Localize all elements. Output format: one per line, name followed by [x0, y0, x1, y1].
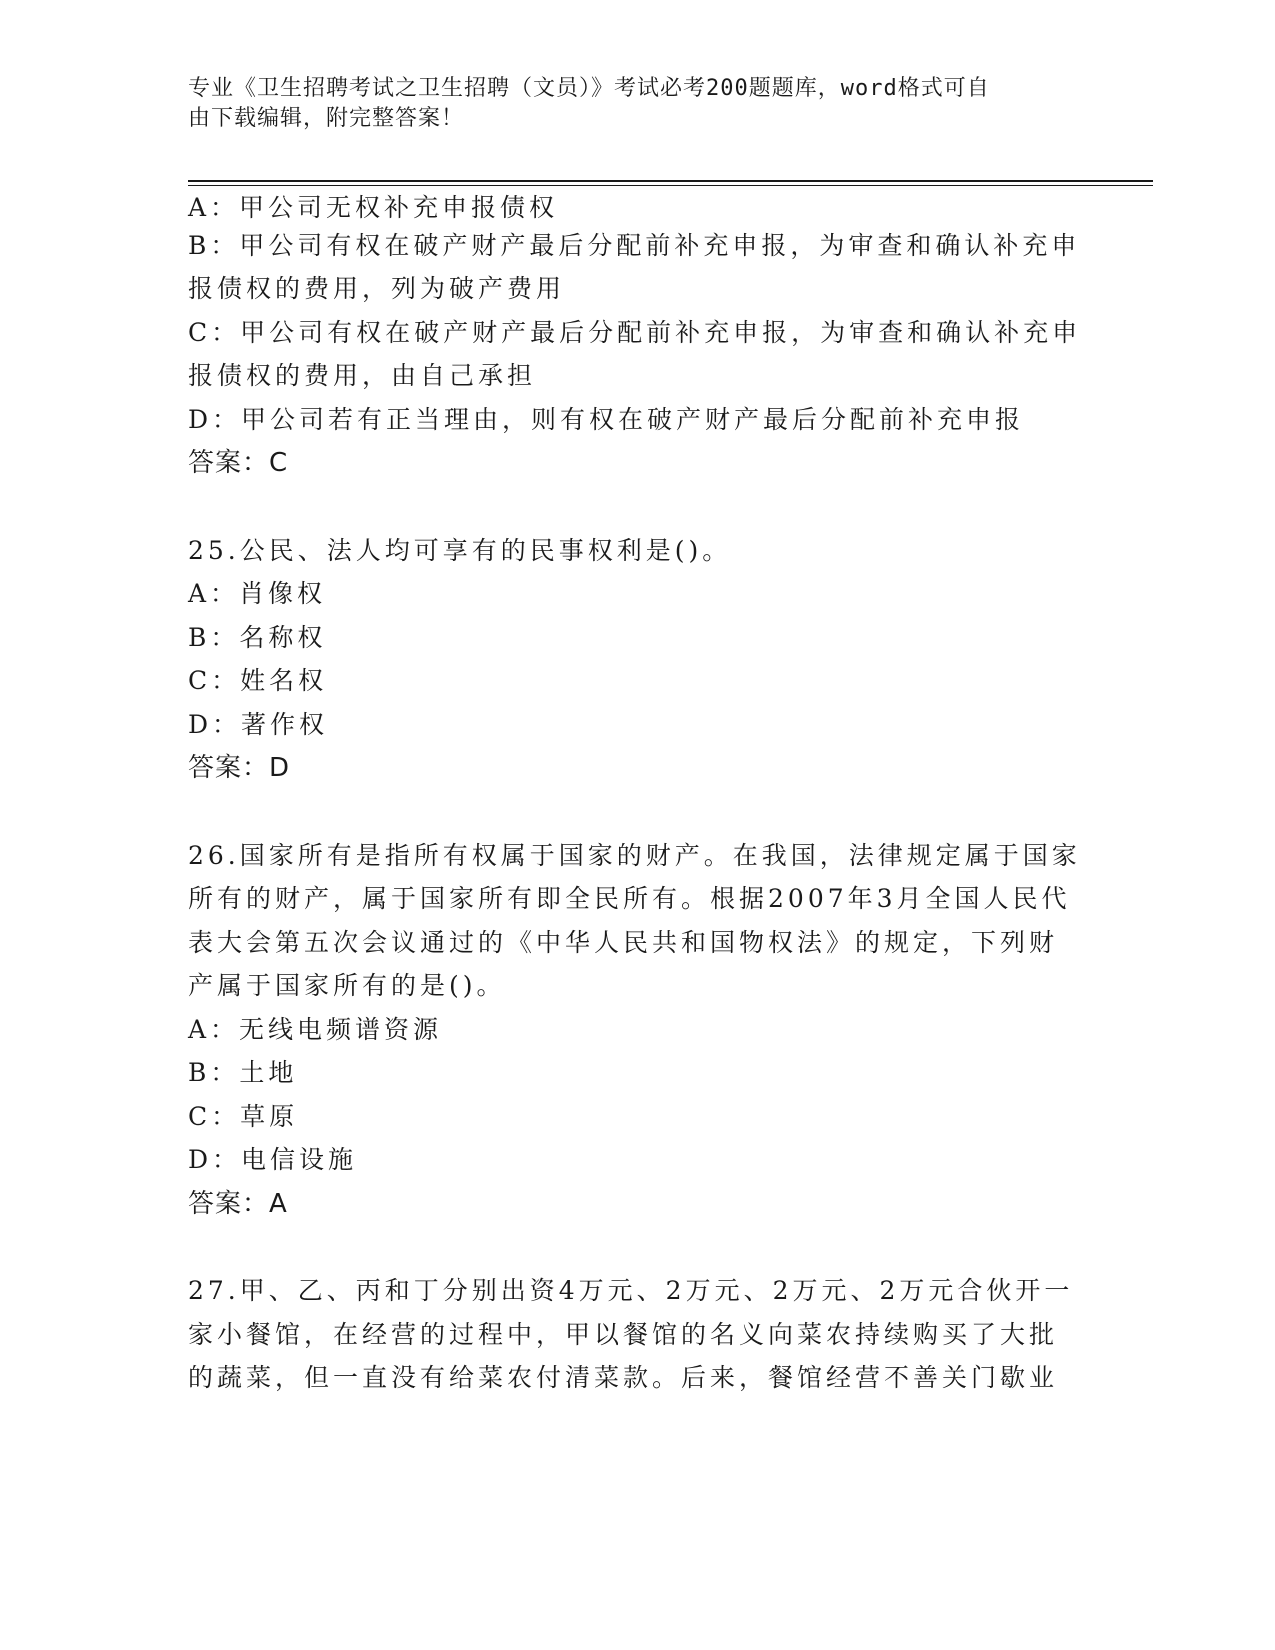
q27-stem-line1: 27.甲、乙、丙和丁分别出资4万元、2万元、2万元、2万元合伙开一 — [188, 1276, 1074, 1305]
header-divider-thick — [188, 180, 1153, 182]
q26-option-c: C：草原 — [188, 1102, 299, 1131]
q25-stem: 25.公民、法人均可享有的民事权利是()。 — [188, 536, 732, 565]
q25-answer: 答案：D — [188, 753, 291, 783]
q26-stem-line3: 表大会第五次会议通过的《中华人民共和国物权法》的规定，下列财 — [188, 928, 1059, 957]
q24-option-d: D：甲公司若有正当理由，则有权在破产财产最后分配前补充申报 — [188, 405, 1025, 434]
q24-option-c-line2: 报债权的费用，由自己承担 — [188, 361, 537, 390]
q26-stem-line4: 产属于国家所有的是()。 — [188, 971, 506, 1000]
q24-answer: 答案：C — [188, 448, 289, 478]
header-line-1: 专业《卫生招聘考试之卫生招聘（文员）》考试必考200题题库，word格式可自 — [188, 76, 990, 101]
q25-option-c: C：姓名权 — [188, 666, 328, 695]
q25-option-d: D：著作权 — [188, 710, 329, 739]
q24-option-a: A：甲公司无权补充申报债权 — [188, 193, 559, 222]
q26-option-a: A：无线电频谱资源 — [188, 1015, 443, 1044]
q25-option-a: A：肖像权 — [188, 579, 327, 608]
q27-stem-line2: 家小餐馆，在经营的过程中，甲以餐馆的名义向菜农持续购买了大批 — [188, 1320, 1059, 1349]
q27-stem-line3: 的蔬菜，但一直没有给菜农付清菜款。后来，餐馆经营不善关门歇业 — [188, 1363, 1059, 1392]
q26-option-b: B：土地 — [188, 1058, 298, 1087]
header-line-2: 由下载编辑，附完整答案！ — [188, 106, 465, 131]
q24-option-c-line1: C：甲公司有权在破产财产最后分配前补充申报，为审查和确认补充申 — [188, 318, 1082, 347]
q26-option-d: D：电信设施 — [188, 1145, 358, 1174]
q26-answer: 答案：A — [188, 1189, 288, 1219]
document-header — [188, 74, 1068, 134]
q24-option-b-line1: B：甲公司有权在破产财产最后分配前补充申报，为审查和确认补充申 — [188, 231, 1081, 260]
q26-stem-line2: 所有的财产，属于国家所有即全民所有。根据2007年3月全国人民代 — [188, 884, 1071, 913]
q24-option-b-line2: 报债权的费用，列为破产费用 — [188, 274, 566, 303]
header-divider-thin — [188, 185, 1153, 186]
q25-option-b: B：名称权 — [188, 623, 327, 652]
q26-stem-line1: 26.国家所有是指所有权属于国家的财产。在我国，法律规定属于国家 — [188, 841, 1081, 870]
